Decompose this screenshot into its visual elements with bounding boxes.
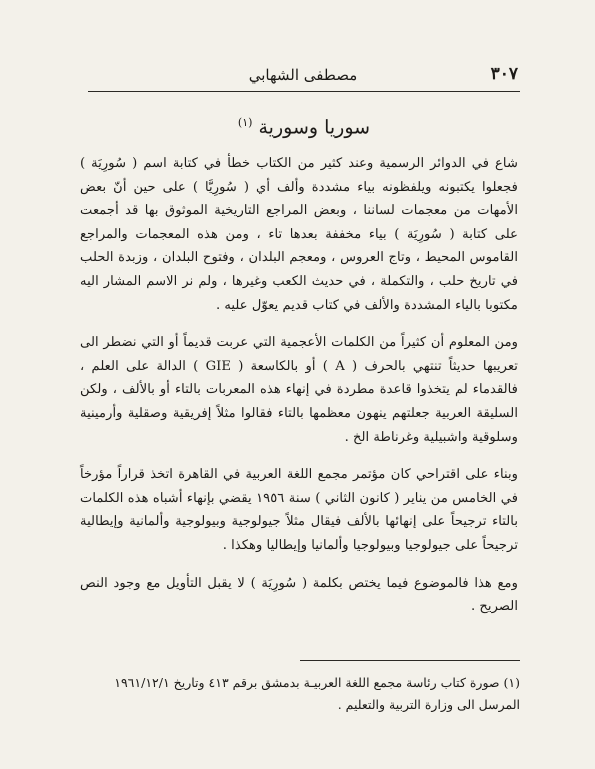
paragraph-2: ومن المعلوم أن كثيراً من الكلمات الأعجمية التي عربت قديماً أو التي نضطر الى تعريبها حديثاً تنتهي بالحرف ( A ) أو بالكاسعة ( GIE ) الدالة على العلم ، فالقدماء لم يتخذوا قاعدة مطردة في إنهاء هذه المعربات بالتاء أو بالألف ، ولكن السليقة العربية جعلتهم ينهون معظمها بالتاء فقالوا مثلاً إفريقية وصقلية وأرمينية وسلوقية واشبيلية وغرناطة الخ . [80,335,518,445]
paragraph-4: ومع هذا فالموضوع فيما يختص بكلمة ( سُورِيَة ) لا يقبل التأويل مع وجود النص الصريح . [80,575,518,615]
article-body [80,152,518,619]
footnote-rule [300,660,520,661]
paragraph-1: شاع في الدوائر الرسمية وعند كثير من الكتاب خطأ في كتابة اسم ( سُورِيَة ) فجعلوا يكتبونه ويلفظونه بياء مشددة وألف أي ( سُورِيَّا ) على حين أنّ بعض الأمهات من معجمات لساننا ، وبعض المراجع التاريخية الموثوق بها قد أجمعت على كتابة ( سُورِيَة ) بياء مخففة بعدها تاء ، ومن هذه المعجمات والمراجع القاموس المحيط ، وتاج العروس ، ومعجم البلدان ، وفتوح البلدان ، وزبدة الحلب في تاريخ حلب ، والتكملة ، في حديث الكعب وغيرها ، ولم نر الاسم المشار اليه مكتوبا بالياء المشددة والألف في كتاب قديم يعوّل عليه . [80,156,518,313]
running-head: مصطفى الشهابي [248,66,358,84]
footnote [80,672,520,716]
footnote-line-1: (١) صورة كتاب رئاسة مجمع اللغة العربيـة بدمشق برقم ٤١٣ وتاريخ ١٩٦١/١٢/١ [114,675,520,690]
title-footnote-marker: (١) [237,116,253,129]
article-title [88,116,520,138]
page-header [88,64,518,88]
paragraph-3: وبناء على اقتراحي كان مؤتمر مجمع اللغة العربية في القاهرة اتخذ قراراً مؤرخاً في الخامس من يناير ( كانون الثاني ) سنة ١٩٥٦ يقضي بإنهاء أشباه هذه الكلمات بالتاء ترجيحاً على إنهائها بالألف فيقال مثلاً جيولوجية وبيولوجية وألمانية وإيطالية ترجيحاً على جيولوجيا وبيولوجيا وألمانيا وإيطاليا وهكذا . [80,467,518,553]
article-title-text: سوريا وسورية [258,116,371,139]
header-rule [88,91,520,92]
page-number: ٣٠٧ [490,64,518,84]
footnote-line-2: المرسل الى وزارة التربية والتعليم . [337,697,520,712]
